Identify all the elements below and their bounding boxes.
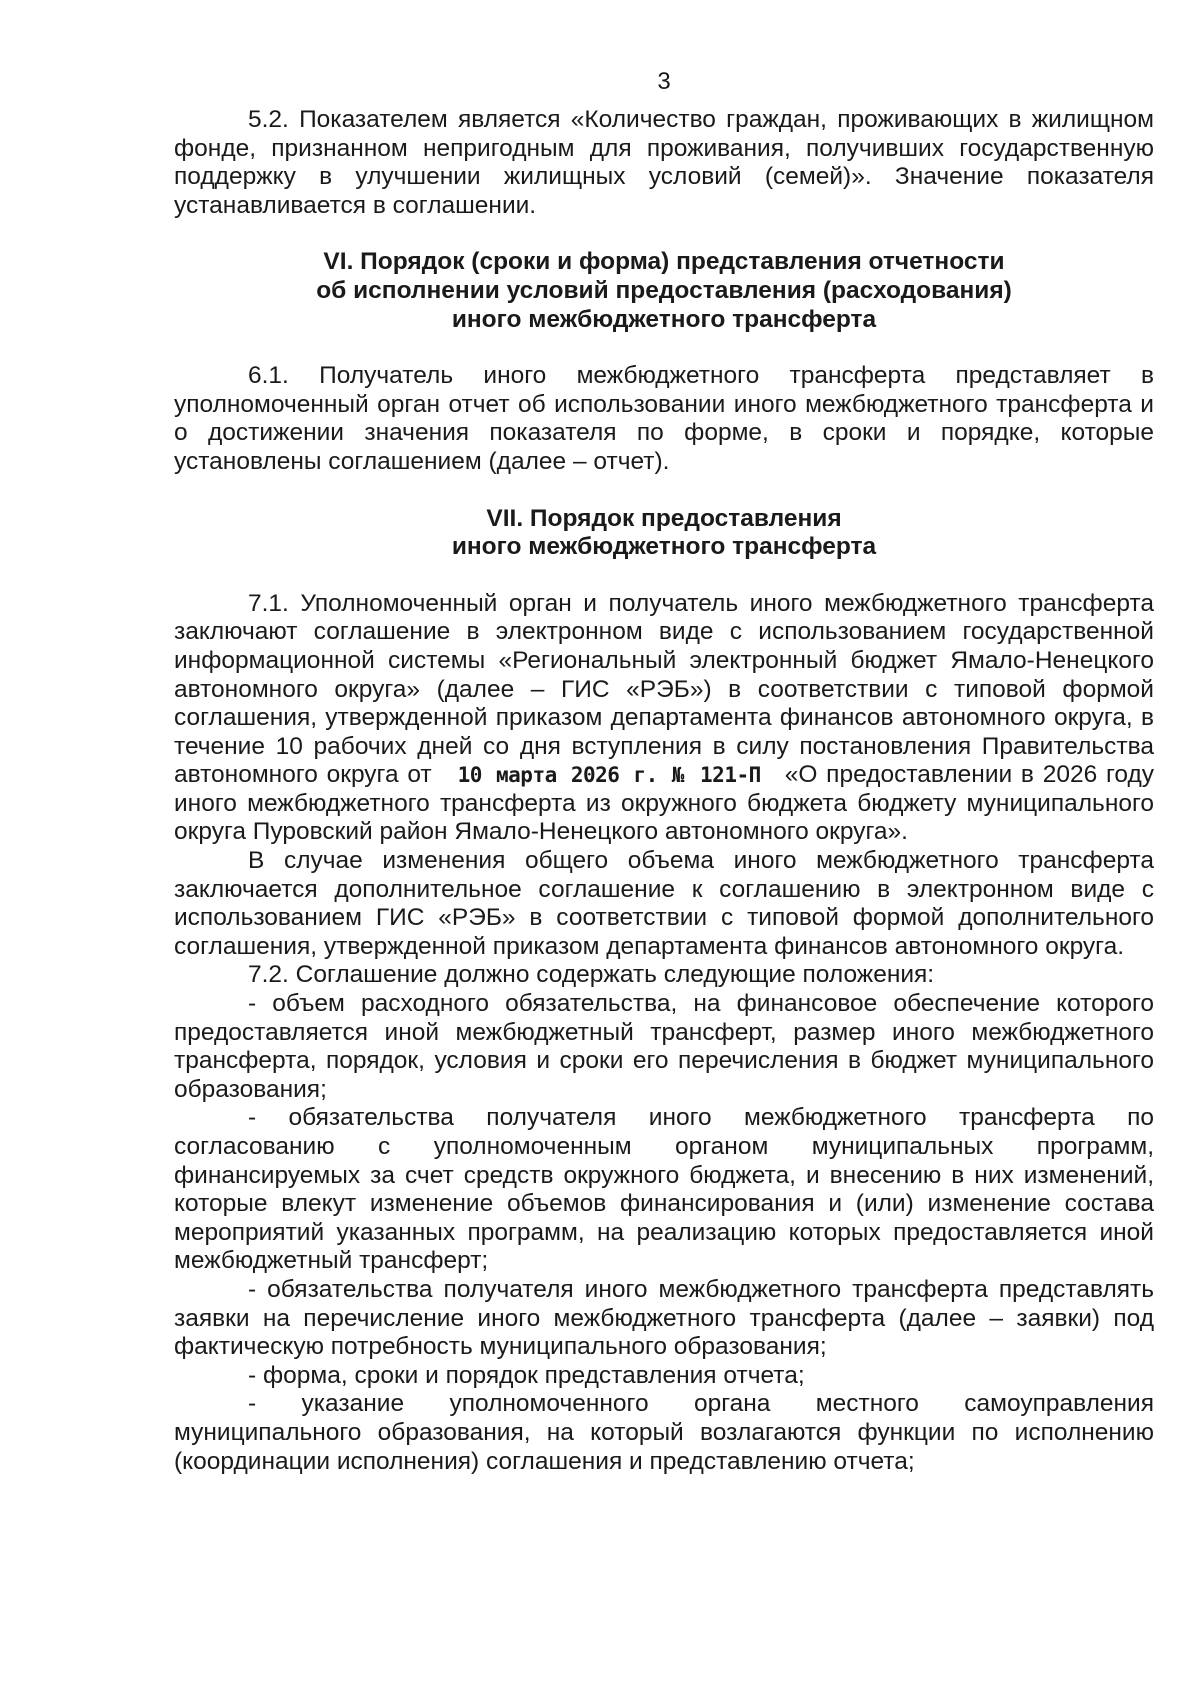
section-6-heading-line-1: VI. Порядок (сроки и форма) представления отчетности bbox=[323, 248, 1005, 276]
paragraph-7-1-text-end: «О предоставлении в 2026 году иного межбюджетного трансферта из окружного бюджета бюджету муниципального округа Пуровский район Ямало-Ненецкого автономного округа». bbox=[174, 761, 1154, 846]
section-7-heading-line-2: иного межбюджетного трансферта bbox=[451, 533, 877, 561]
section-7-heading-line-1: VII. Порядок предоставления bbox=[486, 504, 842, 532]
list-item-7-2-3: - обязательства получателя иного межбюджетного трансферта представлять заявки на перечисление иного межбюджетного трансферта (далее – заявки) под фактическую потребность муниципального образования; bbox=[174, 1275, 1154, 1361]
spacer bbox=[174, 562, 1154, 590]
paragraph-7-1-change: В случае изменения общего объема иного межбюджетного трансферта заключается дополнительное соглашение к соглашению в электронном виде с использованием ГИС «РЭБ» в соответствии с типовой формой дополнительного соглашения, утвержденной приказом департамента финансов автономного округа. bbox=[174, 847, 1154, 960]
document-page bbox=[174, 68, 1154, 1476]
spacer bbox=[174, 477, 1154, 505]
paragraph-7-2: 7.2. Соглашение должно содержать следующие положения: bbox=[248, 961, 935, 989]
paragraph-5-2: 5.2. Показателем является «Количество граждан, проживающих в жилищном фонде, признанном непригодным для проживания, получивших государственную поддержку в улучшении жилищных условий (семей)». Значение показателя устанавливается в соглашении. bbox=[174, 106, 1154, 219]
section-7-heading bbox=[174, 505, 1154, 562]
paragraph-7-1 bbox=[174, 590, 1154, 847]
section-6-heading bbox=[174, 248, 1154, 334]
page-number: 3 bbox=[657, 68, 671, 95]
resolution-date-stamp: 10 марта 2026 г. № 121-П bbox=[457, 763, 761, 788]
paragraph-7-1-text-start: 7.1. Уполномоченный орган и получатель иного межбюджетного трансферта заключают соглашение в электронном виде с использованием государственной информационной системы «Региональный электронный бюджет Ямало-Ненецкого автономного округа» (далее – ГИС «РЭБ») в соответствии с типовой формой соглашения, утвержденной приказом департамента финансов автономного округа, в течение 10 рабочих дней со дня вступления в силу постановления Правительства автономного округа от bbox=[174, 589, 1154, 789]
list-item-7-2-5: - указание уполномоченного органа местного самоуправления муниципального образования, на который возлагаются функции по исполнению (координации исполнения) соглашения и представлению отчета; bbox=[174, 1390, 1154, 1475]
section-6-heading-line-3: иного межбюджетного трансферта bbox=[451, 305, 877, 333]
paragraph-6-1: 6.1. Получатель иного межбюджетного трансферта представляет в уполномоченный орган отчет об использовании иного межбюджетного трансферта и о достижении значения показателя по форме, в сроки и порядке, которые установлены соглашением (далее – отчет). bbox=[174, 362, 1154, 475]
list-item-7-2-1: - объем расходного обязательства, на финансовое обеспечение которого предоставляется иной межбюджетный трансферт, размер иного межбюджетного трансферта, порядок, условия и сроки его перечисления в бюджет муниципального образования; bbox=[174, 990, 1154, 1103]
spacer bbox=[174, 220, 1154, 248]
list-item-7-2-4: - форма, сроки и порядок представления отчета; bbox=[248, 1361, 805, 1389]
list-item-7-2-2: - обязательства получателя иного межбюджетного трансферта по согласованию с уполномоченным органом муниципальных программ, финансируемых за счет средств окружного бюджета, и внесению в них изменений, которые влекут изменение объемов финансирования и (или) изменение состава мероприятий указанных программ, на реализацию которых предоставляется иной межбюджетный трансферт; bbox=[174, 1104, 1154, 1275]
spacer bbox=[174, 334, 1154, 362]
section-6-heading-line-2: об исполнении условий предоставления (расходования) bbox=[316, 276, 1012, 304]
